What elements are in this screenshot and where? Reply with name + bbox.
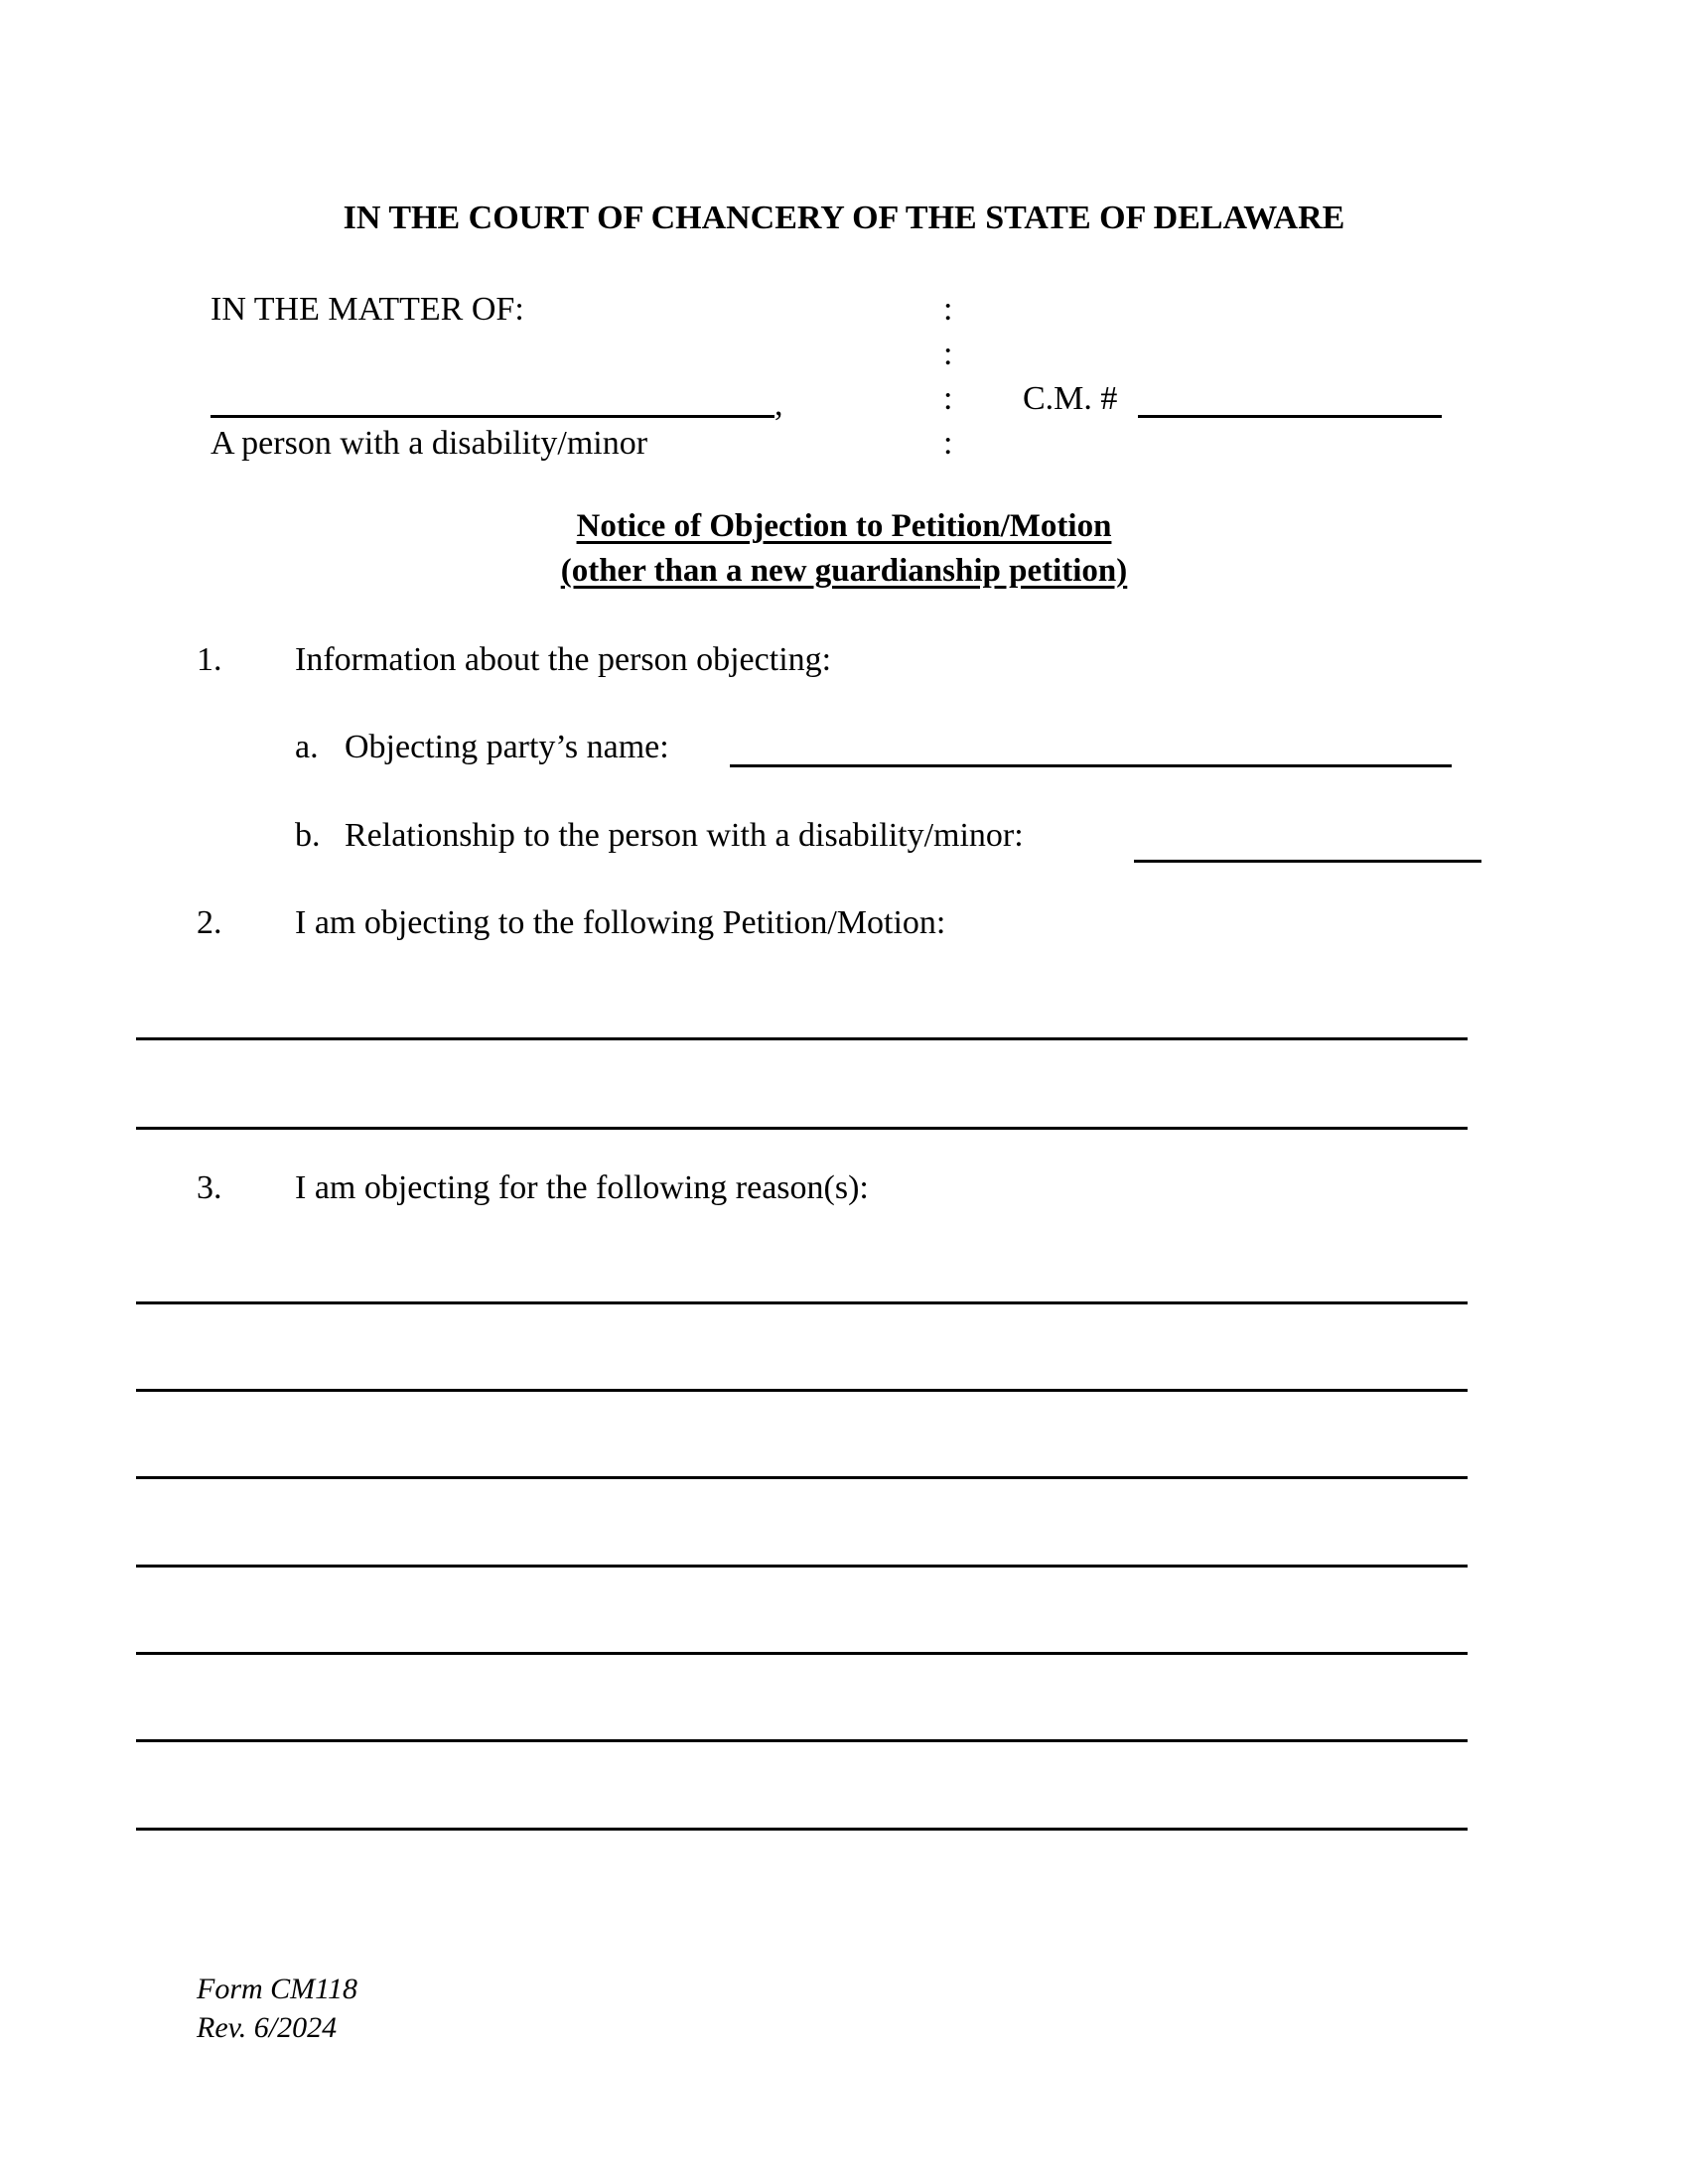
caption-colon: : <box>943 425 953 462</box>
relationship-field[interactable] <box>1134 860 1481 863</box>
item-number: 1. <box>197 641 222 678</box>
matter-label: IN THE MATTER OF: <box>211 291 524 328</box>
form-revision: Rev. 6/2024 <box>197 2011 338 2044</box>
form-number: Form CM118 <box>197 1973 357 2005</box>
reasons-field-line[interactable] <box>136 1301 1468 1304</box>
petition-motion-field-line[interactable] <box>136 1037 1468 1040</box>
objecting-party-name-label: Objecting party’s name: <box>345 729 669 765</box>
caption-colon: : <box>943 291 953 328</box>
caption-colon: : <box>943 336 953 372</box>
form-title-line1: Notice of Objection to Petition/Motion <box>576 508 1112 544</box>
reasons-field-line[interactable] <box>136 1652 1468 1655</box>
caption-colon: : <box>943 380 953 417</box>
item-text: I am objecting to the following Petition/Motion: <box>295 904 946 941</box>
reasons-field-line[interactable] <box>136 1389 1468 1392</box>
name-field-comma: , <box>774 386 783 423</box>
subitem-letter: b. <box>295 817 321 854</box>
reasons-field-line[interactable] <box>136 1476 1468 1479</box>
court-title: IN THE COURT OF CHANCERY OF THE STATE OF DELAWARE <box>343 200 1345 236</box>
item-number: 3. <box>197 1169 222 1206</box>
subitem-letter: a. <box>295 729 319 765</box>
reasons-field-line[interactable] <box>136 1739 1468 1742</box>
relationship-label: Relationship to the person with a disability/minor: <box>345 817 1024 854</box>
party-descriptor: A person with a disability/minor <box>211 425 648 462</box>
item-number: 2. <box>197 904 222 941</box>
item-text: Information about the person objecting: <box>295 641 832 678</box>
reasons-field-line[interactable] <box>136 1828 1468 1831</box>
cm-number-label: C.M. # <box>1023 380 1118 417</box>
reasons-field-line[interactable] <box>136 1565 1468 1568</box>
form-title-line2: (other than a new guardianship petition) <box>560 553 1128 589</box>
item-text: I am objecting for the following reason(s): <box>295 1169 869 1206</box>
person-name-field[interactable] <box>211 415 774 418</box>
cm-number-field[interactable] <box>1138 415 1442 418</box>
objecting-party-name-field[interactable] <box>730 764 1452 767</box>
petition-motion-field-line[interactable] <box>136 1127 1468 1130</box>
